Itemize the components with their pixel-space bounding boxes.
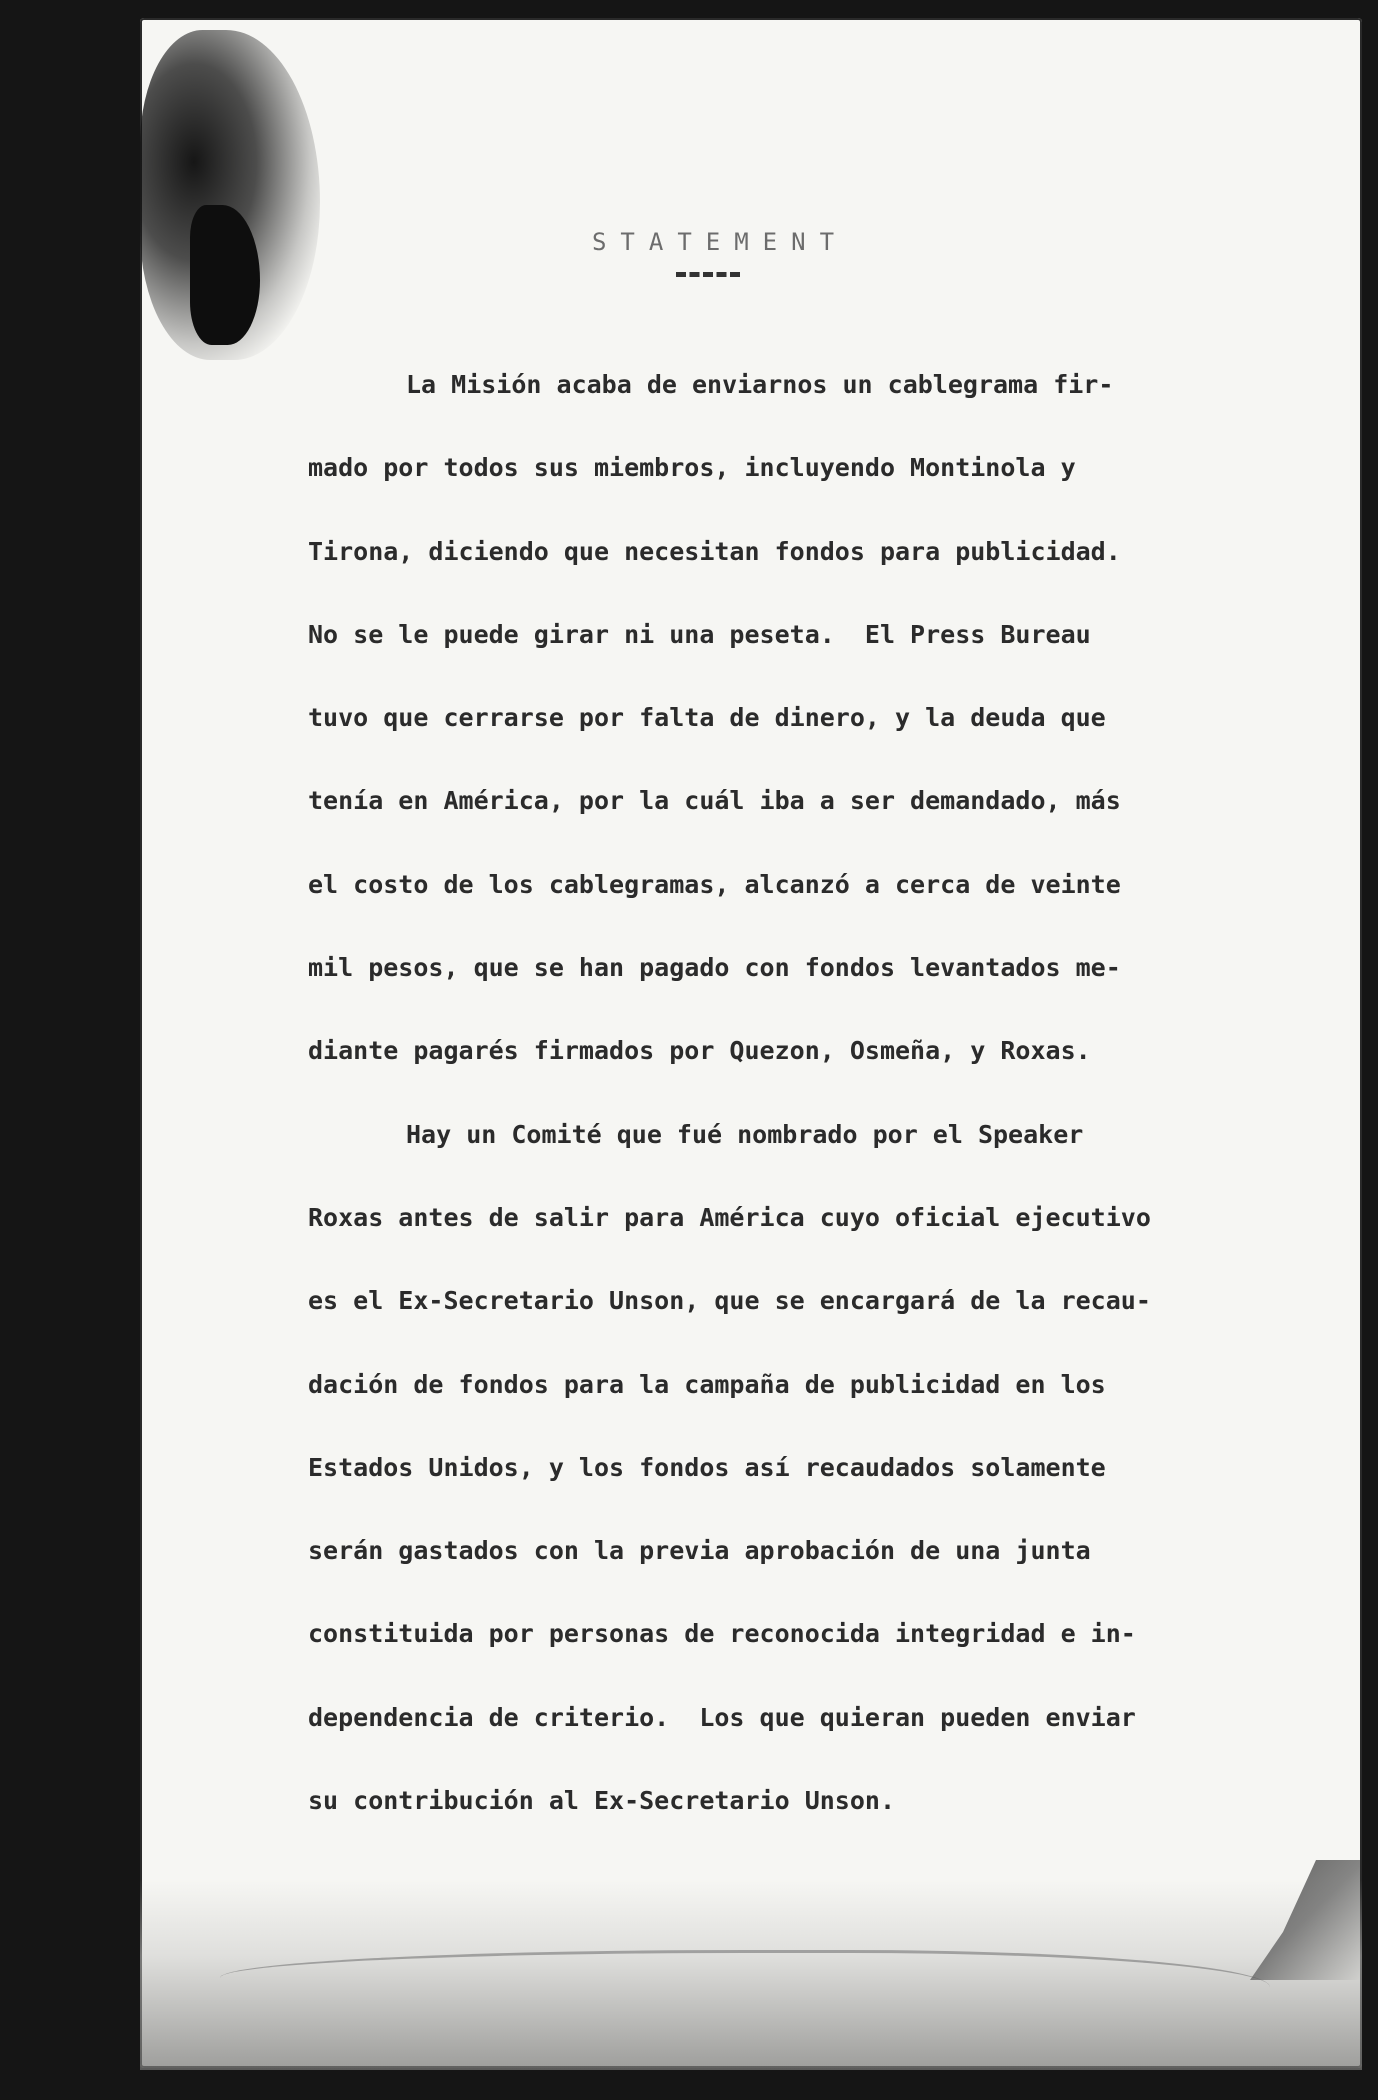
text-line: mil pesos, que se han pagado con fondos levantados me- [308, 953, 1121, 983]
text-line: el costo de los cablegramas, alcanzó a cerca de veinte [308, 869, 1121, 899]
text-line: Tirona, diciendo que necesitan fondos para publicidad. [308, 536, 1121, 566]
text-line: serán gastados con la previa aprobación de una junta [308, 1536, 1091, 1566]
text-line: Hay un Comité que fué nombrado por el Speaker [406, 1119, 1084, 1149]
text-line: No se le puede girar ni una peseta. El Press Bureau [308, 619, 1091, 649]
text-line: diante pagarés firmados por Quezon, Osmeña, y Roxas. [308, 1036, 1091, 1066]
text-line: tuvo que cerrarse por falta de dinero, y la deuda que [308, 703, 1106, 733]
text-line: dación de fondos para la campaña de publicidad en los [308, 1369, 1106, 1399]
document-title: STATEMENT [591, 228, 849, 256]
text-line: es el Ex-Secretario Unson, que se encargará de la recau- [308, 1286, 1151, 1316]
text-line: mado por todos sus miembros, incluyendo Montinola y [308, 453, 1076, 483]
text-line: Roxas antes de salir para América cuyo oficial ejecutivo [308, 1202, 1151, 1232]
text-line: constituida por personas de reconocida integridad e in- [308, 1619, 1136, 1649]
text-line: dependencia de criterio. Los que quieran pueden enviar [308, 1702, 1136, 1732]
document-body [308, 360, 1228, 1859]
text-line: Estados Unidos, y los fondos así recaudados solamente [308, 1452, 1106, 1482]
title-underline [676, 272, 740, 277]
text-line: tenía en América, por la cuál iba a ser demandado, más [308, 786, 1121, 816]
text-line: su contribución al Ex-Secretario Unson. [308, 1786, 895, 1816]
torn-bottom-edge [140, 1880, 1362, 2070]
text-line: La Misión acaba de enviarnos un cablegrama fir- [406, 370, 1114, 399]
